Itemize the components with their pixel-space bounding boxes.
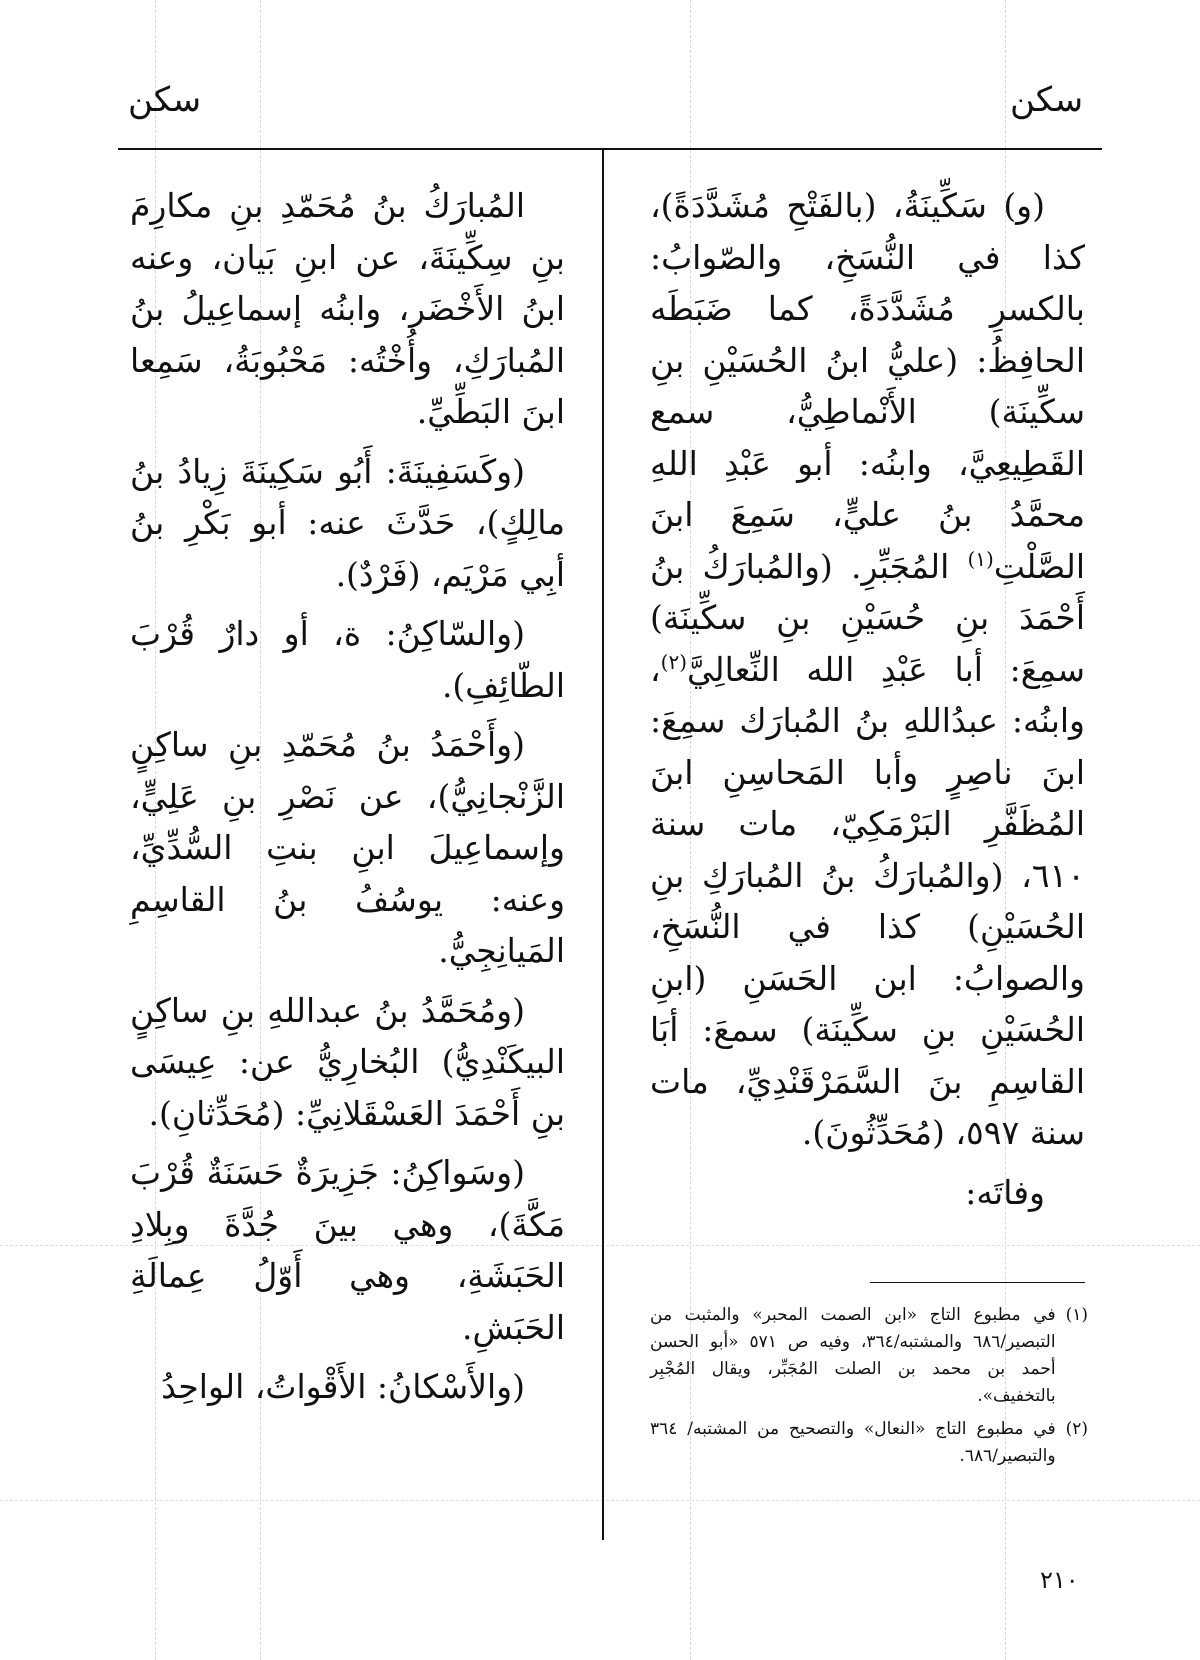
paragraph: (والسّاكِنُ: ة، أو دارٌ قُرْبَ الطّائِفِ). — [130, 614, 565, 705]
paragraph: (ومُحَمَّدُ بنُ عبداللهِ بنِ ساكِنٍ البيكَنْدِيُّ) البُخارِيُّ عن: عِيسَى بنِ أَحْمَدَ العَسْقَلانِيِّ: (مُحَدِّثانِ). — [130, 990, 565, 1133]
column-divider — [602, 150, 604, 1540]
header-left-word: سكن — [128, 80, 202, 120]
paragraph: وفاتَه: — [965, 1172, 1045, 1212]
footnote-number: (١) — [1065, 1305, 1088, 1325]
paragraph — [650, 180, 1085, 1159]
paragraph: (وأَحْمَدُ بنُ مُحَمّدِ بنِ ساكِنٍ الزَّنْجانِيُّ)، عن نَصْرِ بنِ عَلِيٍّ، وإسماعِيلَ ابنِ بنتِ السُّدِّيِّ، وعنه: يوسُفُ بنُ القاسِمِ المَيانِجِيُّ. — [130, 725, 565, 970]
paragraph: المُبارَكُ بنُ مُحَمّدِ بنِ مكارِمَ بنِ سِكِّينَةَ، عن ابنِ بَيان، وعنه ابنُ الأَخْضَر، وابنُه إسماعِيلُ بنُ المُبارَكِ، وأُخْتُه: مَحْبُوبَةُ، سَمِعا ابنَ البَطِّيِّ. — [130, 186, 565, 431]
paragraph-text: (و) سَكِّينَةُ، (بالفَتْحِ مُشَدَّدَةً)، كذا في النُّسَخِ، والصّوابُ: بالكسرِ مُشَدَّدَةً، كما ضَبَطَه الحافِظُ: (عليُّ ابنُ الحُسَيْنِ بنِ سكِّينَة) الأَنْماطِيُّ، سمع القَطِيعِيَّ، وابنُه: أبو عَبْدِ اللهِ محمَّدُ بنُ عليٍّ، سَمِعَ ابنَ الصَّلْتِ — [650, 186, 1085, 586]
paragraph: (والأَسْكانُ: الأَقْواتُ، الواحِدُ — [161, 1367, 525, 1406]
paragraph: (وكَسَفِينَةَ: أَبُو سَكِينَةَ زِيادُ بنُ مالِكٍ)، حَدَّثَ عنه: أبو بَكْرِ بنُ أبِي مَرْيَم، (فَرْدٌ). — [130, 451, 565, 594]
footnote-item — [650, 1302, 1088, 1410]
footnote-text: في مطبوع التاج «النعال» والتصحيح من المشتبه/ ٣٦٤ والتبصير/٦٨٦. — [650, 1419, 1056, 1466]
footnote-marker[interactable]: (٢) — [660, 649, 688, 674]
header-rule — [118, 148, 1102, 150]
paragraph-text: ، وابنُه: عبدُاللهِ بنُ المُبارَك سمِعَ: ابنَ ناصِرٍ وأبا المَحاسِنِ ابنَ المُظَفَّرِ البَرْمَكِيّ، مات سنة ٦١٠، (والمُبارَكُ بنُ المُبارَكِ بنِ الحُسَيْنِ) كذا في النُّسَخِ، والصوابُ: ابن الحَسَنِ (ابنِ الحُسَيْنِ بنِ سكِّينَة) سمعَ: أبَا القاسِمِ بنَ السَّمَرْقَنْدِيِّ، مات سنة ٥٩٧، (مُحَدِّثُونَ). — [650, 649, 1085, 1152]
header-right-word: سكن — [1010, 80, 1084, 120]
paragraph-text: المُجَبِّرِ. (والمُبارَكُ بنُ أَحْمَدَ بنِ حُسَيْنِ بنِ سكِّينَة) سمِعَ: أبا عَبْدِ الله النِّعالِيَّ — [650, 546, 1085, 689]
page-number: ٢١٠ — [1040, 1566, 1079, 1594]
paragraph: (وسَواكِنُ: جَزِيرَةٌ حَسَنَةٌ قُرْبَ مَكَّةَ)، وهي بينَ جُدَّةَ وبِلادِ الحَبَشَةِ، وهي أَوّلُ عِمالَةِ الحَبَشِ. — [130, 1153, 565, 1347]
footnotes — [650, 1302, 1088, 1476]
footnote-rule — [870, 1282, 1085, 1283]
scan-guide-line — [0, 1500, 1200, 1501]
right-column — [650, 180, 1085, 1226]
footnote-item — [650, 1416, 1088, 1470]
footnote-text: في مطبوع التاج «ابن الصمت المحبر» والمثبت من التبصير/٦٨٦ والمشتبه/٣٦٤، وفيه ص ٥٧١ «أبو الحسن أحمد بن محمد بن الصلت المُجَبِّر، ويقال المُجْبِر بالتخفيف». — [650, 1305, 1056, 1406]
left-column — [130, 180, 565, 1421]
footnote-number: (٢) — [1065, 1419, 1088, 1439]
footnote-marker[interactable]: (١) — [967, 546, 994, 571]
